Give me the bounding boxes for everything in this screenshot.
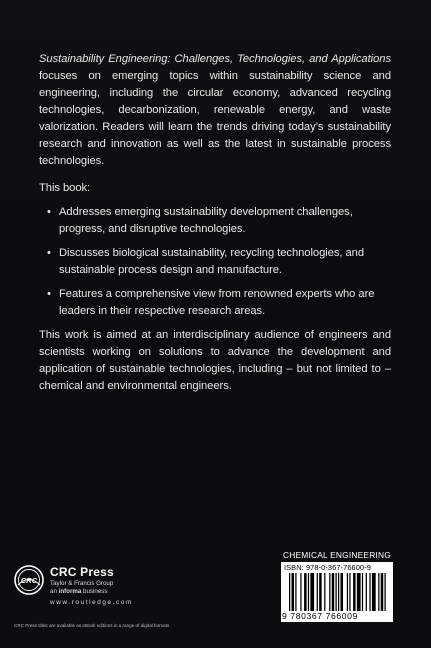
crc-logo-icon	[14, 565, 44, 595]
bullet-icon: •	[47, 288, 51, 300]
informa-brand: informa	[58, 588, 82, 595]
intro-paragraph	[39, 51, 391, 170]
list-item-text: Addresses emerging sustainability development challenges, progress, and disruptive technologies.	[59, 206, 353, 235]
bullet-icon: •	[47, 247, 51, 259]
lead-text: This book:	[39, 182, 91, 194]
list-item-text: Features a comprehensive view from renowned experts who are leaders in their respective research areas.	[59, 288, 375, 317]
publisher-url: www.routledge.com	[50, 599, 133, 606]
barcode-digits: 9 780367 766009	[282, 611, 358, 621]
informa-line: an informa business	[50, 588, 108, 595]
feature-list	[39, 204, 391, 320]
intro-text: focuses on emerging topics within sustainability science and engineering, including the circular economy, advanced recycling technologies, decarbonization, renewable energy, and waste valorization. Readers will learn the trends driving today’s sustainability research and innovation as well as the latest in sustainable process technologies.	[39, 70, 391, 167]
bullet-icon: •	[47, 206, 51, 218]
ebook-note: CRC Press titles are available as eBook editions in a range of digital formats	[14, 623, 170, 628]
publisher-name: CRC Press	[50, 565, 114, 579]
logo-text: CRC	[20, 576, 38, 585]
list-item	[39, 245, 391, 279]
list-item	[39, 286, 391, 320]
barcode-bars	[289, 573, 387, 611]
closing-paragraph: This work is aimed at an interdisciplinary audience of engineers and scientists working on solutions to advance the development and application of sustainable technologies, including – but not limited to – chemical and environmental engineers.	[39, 329, 391, 392]
list-item	[39, 204, 391, 238]
publisher-group: Taylor & Francis Group	[50, 580, 114, 587]
category-label: CHEMICAL ENGINEERING	[283, 550, 391, 560]
isbn-text: ISBN: 978-0-367-76600-9	[284, 563, 371, 572]
list-item-text: Discusses biological sustainability, recycling technologies, and sustainable process design and manufacture.	[59, 247, 365, 276]
barcode	[281, 562, 393, 622]
description-block	[39, 51, 391, 395]
book-title: Sustainability Engineering: Challenges, Technologies, and Applications	[39, 53, 391, 65]
publisher-block	[14, 563, 224, 613]
